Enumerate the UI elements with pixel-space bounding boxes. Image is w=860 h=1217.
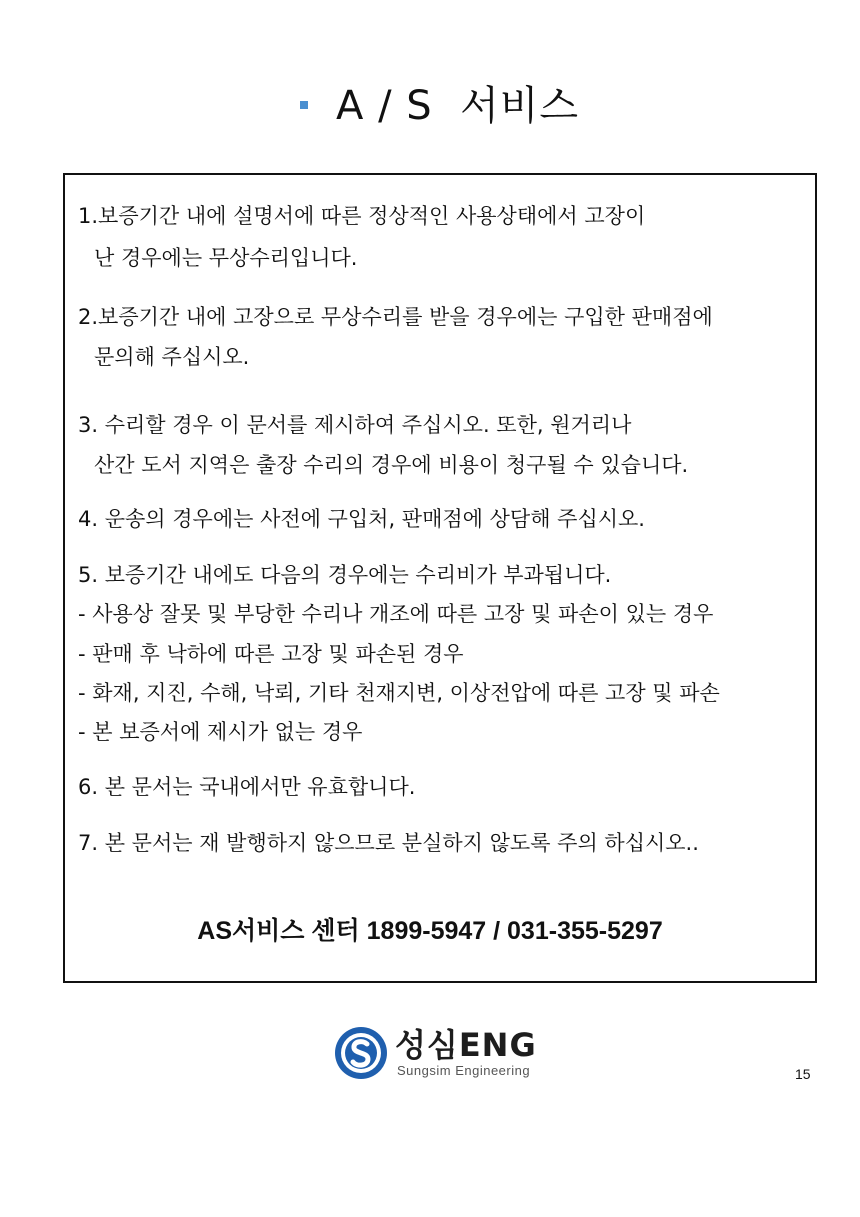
notice-line-1: 1.보증기간 내에 설명서에 따른 정상적인 사용상태에서 고장이 bbox=[78, 204, 646, 228]
notice-line-4: 4. 운송의 경우에는 사전에 구입처, 판매점에 상담해 주십시오. bbox=[78, 507, 645, 531]
company-logo-name: 성심ENG bbox=[395, 1026, 537, 1064]
company-logo-icon bbox=[333, 1025, 389, 1081]
notice-line-1-cont: 난 경우에는 무상수리입니다. bbox=[94, 246, 358, 270]
notice-item-5-2: - 판매 후 낙하에 따른 고장 및 파손된 경우 bbox=[78, 642, 464, 666]
notice-line-6: 6. 본 문서는 국내에서만 유효합니다. bbox=[78, 775, 416, 799]
notice-line-2-cont: 문의해 주십시오. bbox=[94, 345, 250, 369]
company-logo bbox=[333, 1025, 593, 1085]
service-center-contact: AS서비스 센터 1899-5947 / 031-355-5297 bbox=[197, 917, 663, 945]
title-bullet-icon bbox=[300, 101, 308, 109]
notice-line-3: 3. 수리할 경우 이 문서를 제시하여 주십시오. 또한, 원거리나 bbox=[78, 413, 632, 437]
notice-item-5-1: - 사용상 잘못 및 부당한 수리나 개조에 따른 고장 및 파손이 있는 경우 bbox=[78, 602, 714, 626]
notice-line-5: 5. 보증기간 내에도 다음의 경우에는 수리비가 부과됩니다. bbox=[78, 563, 612, 587]
page-number: 15 bbox=[795, 1066, 811, 1082]
notice-line-3-cont: 산간 도서 지역은 출장 수리의 경우에 비용이 청구될 수 있습니다. bbox=[94, 453, 689, 477]
company-logo-subtitle: Sungsim Engineering bbox=[397, 1063, 531, 1078]
notice-line-2: 2.보증기간 내에 고장으로 무상수리를 받을 경우에는 구입한 판매점에 bbox=[78, 305, 713, 329]
notice-item-5-3: - 화재, 지진, 수해, 낙뢰, 기타 천재지변, 이상전압에 따른 고장 및 파손 bbox=[78, 681, 720, 705]
notice-line-7: 7. 본 문서는 재 발행하지 않으므로 분실하지 않도록 주의 하십시오.. bbox=[78, 831, 699, 855]
notice-item-5-4: - 본 보증서에 제시가 없는 경우 bbox=[78, 720, 363, 744]
page-title: A / S 서비스 bbox=[336, 83, 580, 129]
title-row bbox=[0, 82, 860, 132]
